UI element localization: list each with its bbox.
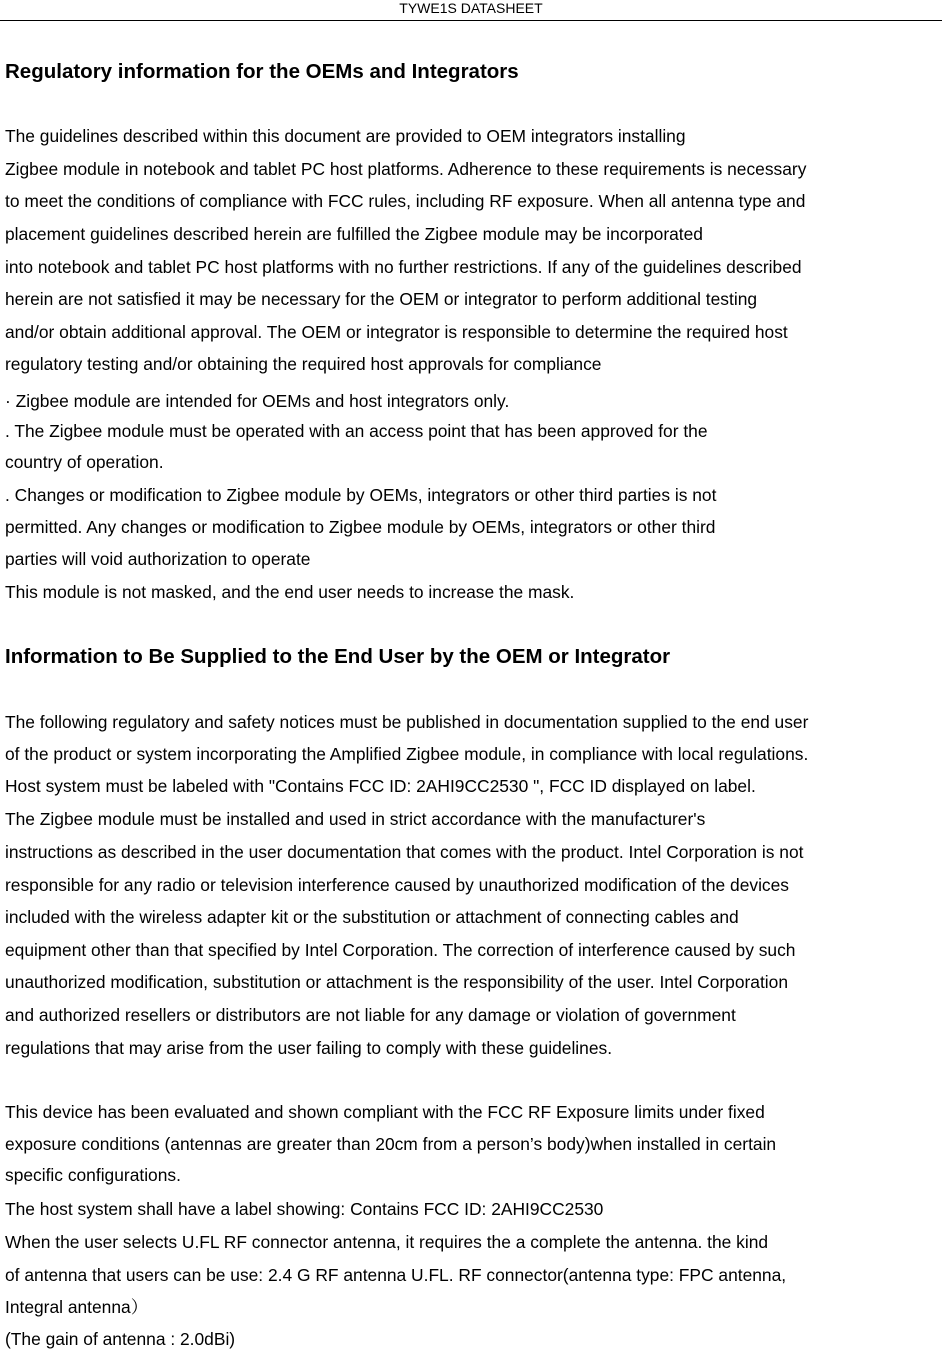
antenna-gain-line: (The gain of antenna : 2.0dBi) [5, 1329, 236, 1349]
text-line: The following regulatory and safety notices must be published in documentation supplied to the end user [5, 712, 809, 732]
text-line: of the product or system incorporating the Amplified Zigbee module, in compliance with local regulations. [5, 744, 809, 764]
text-line: and/or obtain additional approval. The OEM or integrator is responsible to determine the required host [5, 322, 788, 342]
text-line: placement guidelines described herein are fulfilled the Zigbee module may be incorporated [5, 224, 703, 244]
bullet-line: . The Zigbee module must be operated with an access point that has been approved for the [5, 421, 708, 441]
text-line: Host system must be labeled with "Contains FCC ID: 2AHI9CC2530 ", FCC ID displayed on label. [5, 776, 756, 796]
text-line: unauthorized modification, substitution or attachment is the responsibility of the user. Intel Corporation [5, 972, 789, 992]
text-line: into notebook and tablet PC host platforms with no further restrictions. If any of the guidelines described [5, 257, 802, 277]
text-line: Integral antenna） [5, 1297, 149, 1317]
bullet-line: · Zigbee module are intended for OEMs and host integrators only. [5, 391, 510, 411]
text-line: parties will void authorization to operate [5, 549, 311, 569]
fcc-label-line: The host system shall have a label showing: Contains FCC ID: 2AHI9CC2530 [5, 1199, 604, 1219]
text-line: included with the wireless adapter kit or the substitution or attachment of connecting cables and [5, 907, 739, 927]
text-line: herein are not satisfied it may be necessary for the OEM or integrator to perform additional testing [5, 289, 758, 309]
text-line: The Zigbee module must be installed and used in strict accordance with the manufacturer's [5, 809, 706, 829]
header-title: TYWE1S DATASHEET [399, 0, 543, 16]
bullet-line: . Changes or modification to Zigbee module by OEMs, integrators or other third parties is not [5, 485, 717, 505]
text-line: specific configurations. [5, 1165, 181, 1185]
section-heading: Information to Be Supplied to the End User by the OEM or Integrator [5, 645, 671, 668]
text-line: and authorized resellers or distributors are not liable for any damage or violation of government [5, 1005, 736, 1025]
text-line: to meet the conditions of compliance with FCC rules, including RF exposure. When all antenna type and [5, 191, 806, 211]
text-line: instructions as described in the user documentation that comes with the product. Intel Corporation is not [5, 842, 804, 862]
text-line: equipment other than that specified by Intel Corporation. The correction of interference caused by such [5, 940, 796, 960]
page-header [0, 0, 942, 21]
text-line: regulatory testing and/or obtaining the required host approvals for compliance [5, 354, 602, 374]
text-line: Zigbee module in notebook and tablet PC host platforms. Adherence to these requirements is necessary [5, 159, 807, 179]
text-line: regulations that may arise from the user failing to comply with these guidelines. [5, 1038, 613, 1058]
text-line: When the user selects U.FL RF connector antenna, it requires the a complete the antenna. the kind [5, 1232, 769, 1252]
text-line: This module is not masked, and the end user needs to increase the mask. [5, 582, 575, 602]
text-line: permitted. Any changes or modification to Zigbee module by OEMs, integrators or other third [5, 517, 716, 537]
text-line: This device has been evaluated and shown compliant with the FCC RF Exposure limits under fixed [5, 1102, 765, 1122]
text-line: country of operation. [5, 452, 164, 472]
text-line: responsible for any radio or television interference caused by unauthorized modification of the devices [5, 875, 789, 895]
text-line: The guidelines described within this document are provided to OEM integrators installing [5, 126, 686, 146]
section-heading: Regulatory information for the OEMs and Integrators [5, 60, 519, 83]
text-line: exposure conditions (antennas are greater than 20cm from a person’s body)when installed in certain [5, 1134, 777, 1154]
text-line: of antenna that users can be use: 2.4 G RF antenna U.FL. RF connector(antenna type: FPC antenna, [5, 1265, 787, 1285]
